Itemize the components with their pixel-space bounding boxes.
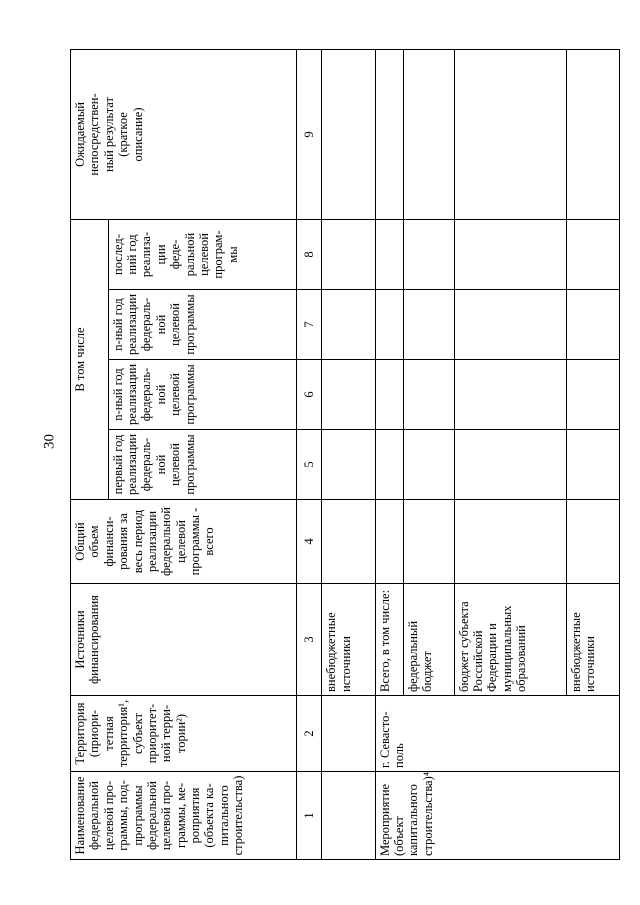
col-number: 2 [296,696,321,772]
cell [566,220,620,290]
source-cell: федеральный бюджет [403,584,454,696]
cell [566,360,620,430]
cell [454,360,566,430]
cell [454,290,566,360]
header-col4: Общий объем финанси- рования за весь период реализации федеральной целевой программы - всего [71,500,297,584]
col-number: 6 [296,360,321,430]
col-number: 8 [296,220,321,290]
cell [375,290,403,360]
header-group: В том числе [71,220,109,500]
cell [375,360,403,430]
cell [566,50,620,220]
col-number: 5 [296,430,321,500]
header-col9: Ожидаемый непосредствен- ный результат (краткое описание) [71,50,297,220]
cell [375,500,403,584]
cell [403,220,454,290]
page-number: 30 [41,434,58,449]
cell [322,500,375,584]
header-col2: Территория (приори- тетная территория¹, субъект приоритет- ной терри- тории²) [71,696,297,772]
cell [322,220,375,290]
total-cell: Всего, в том числе: [375,584,403,696]
cell [403,290,454,360]
cell [375,430,403,500]
header-col6: n-ный год реализации федераль- ной целевой программы [108,360,296,430]
col-number: 3 [296,584,321,696]
source-cell: бюджет субъекта Российской Федерации и муниципальных образований [454,584,566,696]
cell [375,220,403,290]
cell [322,290,375,360]
header-col3: Источники финансирования [71,584,297,696]
header-col7: n-ный год реализации федераль- ной целевой программы [108,290,296,360]
cell [403,360,454,430]
cell [454,430,566,500]
cell [454,500,566,584]
cell [322,772,375,860]
cell [322,360,375,430]
cell [454,220,566,290]
cell [403,50,454,220]
table-row [322,50,375,860]
cell [403,500,454,584]
col-number: 9 [296,50,321,220]
cell [375,50,403,220]
col-number: 4 [296,500,321,584]
col-number: 1 [296,772,321,860]
measure-name-cell: Мероприятие (объект капитального строительства)⁴ [375,772,619,860]
cell [566,290,620,360]
cell [566,500,620,584]
cell [322,430,375,500]
cell [454,50,566,220]
cell [566,430,620,500]
header-col8: послед- ний год реализа- ции феде- ральной целевой програм- мы [108,220,296,290]
cell [322,696,375,772]
source-cell: внебюджетные источники [566,584,620,696]
cell [322,50,375,220]
col-number: 7 [296,290,321,360]
cell [403,430,454,500]
rotated-table-wrapper [70,50,620,860]
territory-cell: г. Севасто- поль [375,696,619,772]
header-col5: первый год реализации федераль- ной целевой программы [108,430,296,500]
header-col1: Наименование федеральной целевой про- граммы, под- программы федеральной целевой про- граммы, ме- роприятия (объекта ка- питального строительства) [71,772,297,860]
financing-table [70,49,620,860]
table-row [375,50,403,860]
source-cell: внебюджетные источники [322,584,375,696]
